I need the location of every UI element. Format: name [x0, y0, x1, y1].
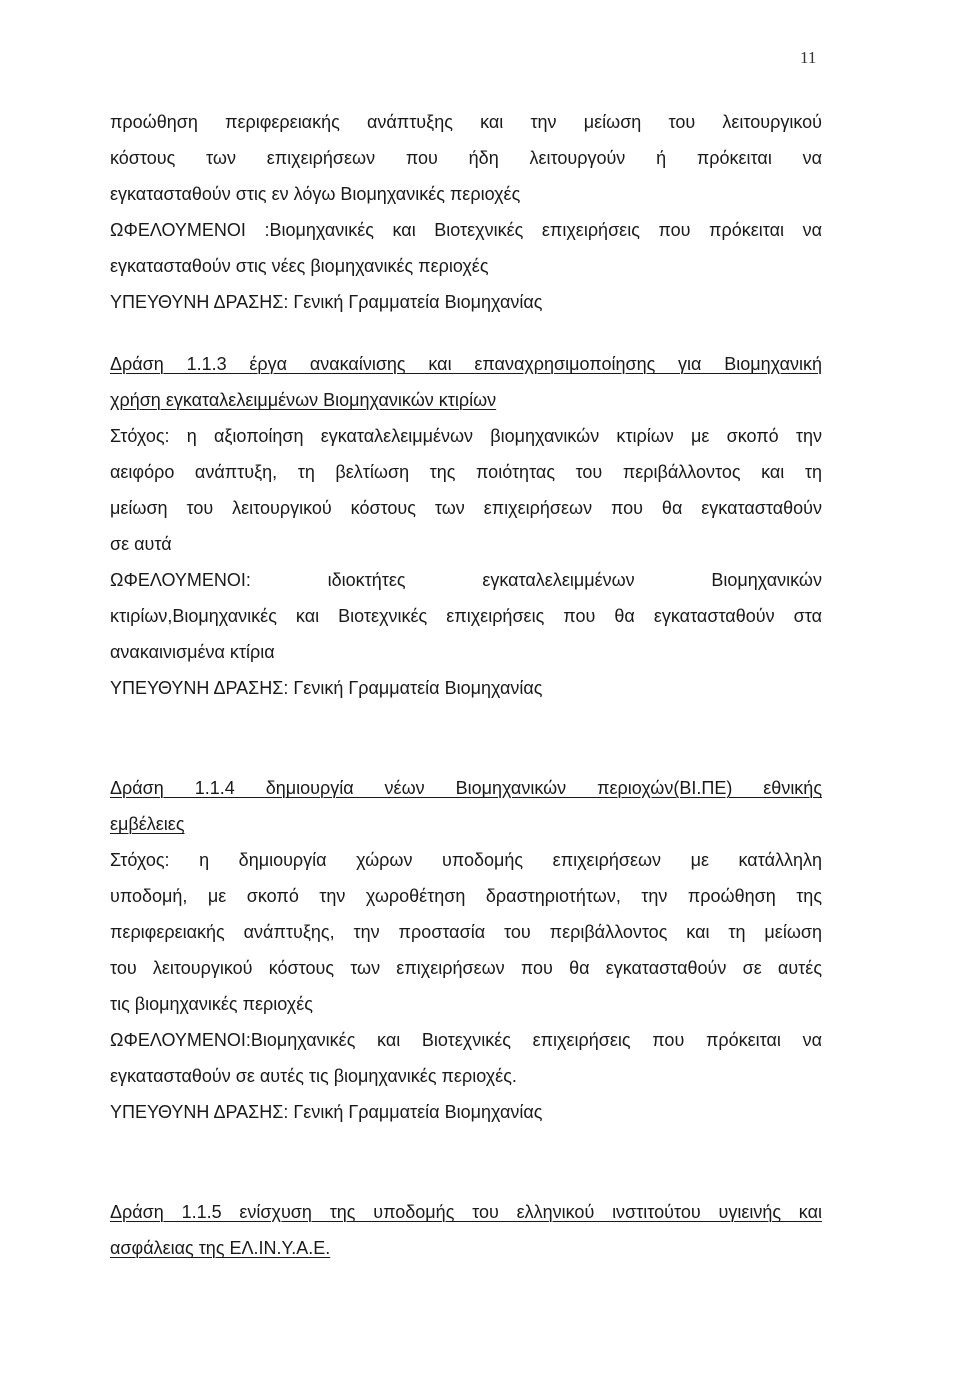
page-number: 11 — [800, 48, 817, 67]
action-114-beneficiaries — [110, 1022, 822, 1094]
intro-beneficiaries — [110, 212, 822, 284]
text-line: ανακαινισμένα κτίρια — [110, 642, 275, 662]
heading-line: χρήση εγκαταλελειμμένων Βιομηχανικών κτιρίων — [110, 390, 497, 410]
heading-line: ασφάλειας της ΕΛ.ΙΝ.Υ.Α.Ε. — [110, 1238, 331, 1258]
heading-line: εμβέλειες — [110, 814, 185, 834]
text-line: εγκατασταθούν σε αυτές τις βιομηχανικές περιοχές. — [110, 1066, 517, 1086]
document-body — [110, 104, 822, 1266]
text-line: περιφερειακής ανάπτυξης, την προστασία του περιβάλλοντος και τη μείωση — [110, 922, 822, 942]
heading-line: Δράση 1.1.4 δημιουργία νέων Βιομηχανικών περιοχών(ΒΙ.ΠΕ) εθνικής — [110, 778, 822, 798]
action-113-heading — [110, 346, 822, 418]
text-line: σε αυτά — [110, 534, 172, 554]
text-line: ΩΦΕΛΟΥΜΕΝΟΙ :Βιομηχανικές και Βιοτεχνικές επιχειρήσεις που πρόκειται να — [110, 220, 822, 240]
text-line: εγκατασταθούν στις νέες βιομηχανικές περιοχές — [110, 256, 489, 276]
action-115-heading — [110, 1194, 822, 1266]
text-line: του λειτουργικού κόστους των επιχειρήσεων που θα εγκατασταθούν σε αυτές — [110, 958, 822, 978]
action-114-heading — [110, 770, 822, 842]
action-113-beneficiaries — [110, 562, 822, 670]
text-line: ΥΠΕΥΘΥΝΗ ΔΡΑΣΗΣ: Γενική Γραμματεία Βιομηχανίας — [110, 292, 543, 312]
text-line: Στόχος: η δημιουργία χώρων υποδομής επιχειρήσεων με κατάλληλη — [110, 850, 822, 870]
text-line: μείωση του λειτουργικού κόστους των επιχειρήσεων που θα εγκατασταθούν — [110, 498, 822, 518]
action-114-responsible — [110, 1094, 822, 1130]
text-line: υποδομή, με σκοπό την χωροθέτηση δραστηριοτήτων, την προώθηση της — [110, 886, 822, 906]
heading-line: Δράση 1.1.5 ενίσχυση της υποδομής του ελληνικού ινστιτούτου υγιεινής και — [110, 1202, 822, 1222]
intro-paragraph — [110, 104, 822, 212]
text-line: κτιρίων,Βιομηχανικές και Βιοτεχνικές επιχειρήσεις που θα εγκατασταθούν στα — [110, 606, 822, 626]
text-line: προώθηση περιφερειακής ανάπτυξης και την μείωση του λειτουργικού — [110, 112, 822, 132]
text-line: ΩΦΕΛΟΥΜΕΝΟΙ:Βιομηχανικές και Βιοτεχνικές επιχειρήσεις που πρόκειται να — [110, 1030, 822, 1050]
text-line: εγκατασταθούν στις εν λόγω Βιομηχανικές περιοχές — [110, 184, 521, 204]
action-113-goal — [110, 418, 822, 562]
intro-responsible — [110, 284, 822, 320]
text-line: ΩΦΕΛΟΥΜΕΝΟΙ: ιδιοκτήτες εγκαταλελειμμένων Βιομηχανικών — [110, 570, 822, 590]
text-line: κόστους των επιχειρήσεων που ήδη λειτουργούν ή πρόκειται να — [110, 148, 822, 168]
action-113-responsible — [110, 670, 822, 706]
heading-line: Δράση 1.1.3 έργα ανακαίνισης και επαναχρησιμοποίησης για Βιομηχανική — [110, 354, 822, 374]
text-line: αειφόρο ανάπτυξη, τη βελτίωση της ποιότητας του περιβάλλοντος και τη — [110, 462, 822, 482]
action-114-goal — [110, 842, 822, 1022]
text-line: τις βιομηχανικές περιοχές — [110, 994, 313, 1014]
text-line: Στόχος: η αξιοποίηση εγκαταλελειμμένων βιομηχανικών κτιρίων με σκοπό την — [110, 426, 822, 446]
text-line: ΥΠΕΥΘΥΝΗ ΔΡΑΣΗΣ: Γενική Γραμματεία Βιομηχανίας — [110, 678, 543, 698]
text-line: ΥΠΕΥΘΥΝΗ ΔΡΑΣΗΣ: Γενική Γραμματεία Βιομηχανίας — [110, 1102, 543, 1122]
